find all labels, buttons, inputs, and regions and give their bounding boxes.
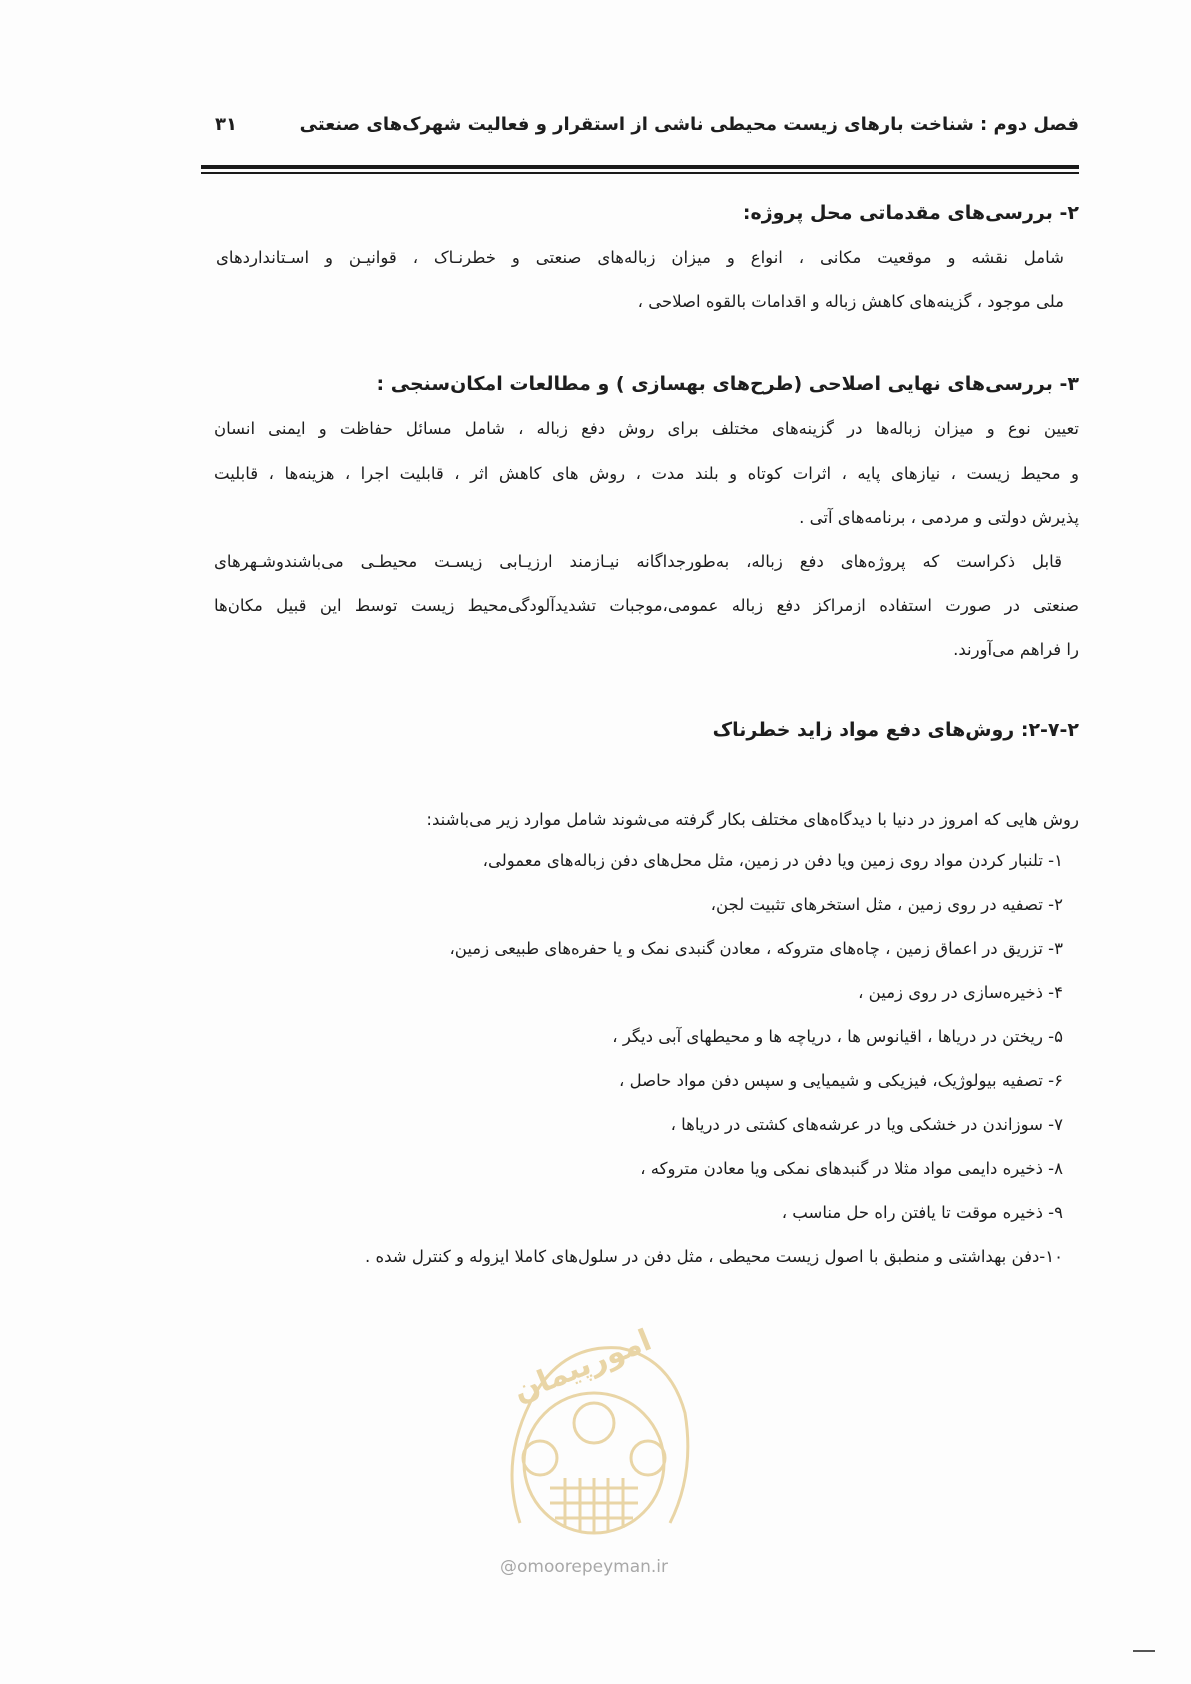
seal-left-gear-icon: [523, 1441, 557, 1475]
section-3-line-6: [214, 642, 1079, 659]
list-intro-text: روش هایی که امروز در دنیا با دیدگاه‌های مختلف بکار گرفته می‌شوند شامل موارد زیر می‌باشند:: [426, 810, 1079, 829]
section-3-heading-block: [214, 375, 1079, 394]
list-item: ۷- سوزاندن در خشکی ویا در عرشه‌های کشتی در دریاها ،: [670, 1115, 1063, 1134]
paragraph-line: قابل ذکراست که پروژه‌های دفع زباله، به‌طورجداگانه نیـازمند ارزیـابی زیسـت محیطـی می‌باشندوشـهرهای: [214, 552, 1062, 571]
seal-lettering: امورپیمان: [508, 1323, 657, 1410]
section-3-line-3: [214, 510, 1079, 527]
list-intro: [214, 812, 1079, 829]
page-header: [205, 114, 1079, 146]
chapter-title: فصل دوم : شناخت بارهای زیست محیطی ناشی از استقرار و فعالیت شهرک‌های صنعتی: [299, 114, 1079, 135]
header-rule-thick: [201, 165, 1079, 169]
paragraph-line: شامل نقشه و موقعیت مکانی ، انواع و میزان زباله‌های صنعتی و خطرنـاک ، قوانیـن و اسـتانداردهای: [216, 248, 1064, 267]
section-2-line-2: [214, 294, 1064, 311]
seal-center-gear-icon: [574, 1403, 614, 1443]
paragraph-line: را فراهم می‌آورند.: [953, 640, 1079, 659]
list-item: ۶- تصفیه بیولوژیک، فیزیکی و شیمیایی و سپس دفن مواد حاصل ،: [619, 1071, 1063, 1090]
header-rule-thin: [201, 172, 1079, 174]
list-item: ۵- ریختن در دریاها ، اقیانوس ها ، دریاچه ها و محیطهای آبی دیگر ،: [612, 1027, 1063, 1046]
list-item: ۸- ذخیره دایمی مواد مثلا در گنبدهای نمکی ویا معادن متروکه ،: [640, 1159, 1063, 1178]
section-3-line-2: [214, 466, 1079, 483]
paragraph-line: پذیرش دولتی و مردمی ، برنامه‌های آتی .: [799, 508, 1079, 527]
list-item: ۲- تصفیه در روی زمین ، مثل استخرهای تثبیت لجن،: [710, 895, 1063, 914]
section-2-7-2-heading-block: [214, 721, 1079, 740]
paragraph-line: و محیط زیست ، نیازهای پایه ، اثرات کوتاه و بلند مدت ، روش های کاهش اثر ، قابلیت اجرا ، هزینه‌ها ، قابلیت: [214, 464, 1079, 483]
section-3-line-4: [214, 554, 1062, 571]
section-2-heading-block: [214, 204, 1079, 223]
section-3-line-1: [214, 421, 1079, 438]
paragraph-line: تعیین نوع و میزان زباله‌ها در گزینه‌های مختلف برای روش دفع زباله ، شامل مسائل حفاظت و ایمنی انسان: [214, 419, 1079, 438]
list-item: ۱۰-دفن بهداشتی و منطبق با اصول زیست محیطی ، مثل دفن در سلول‌های کاملا ایزوله و کنترل شده .: [364, 1247, 1063, 1266]
watermark-url: @omoorepeyman.ir: [500, 1557, 669, 1577]
section-heading: ۲-۷-۲: روش‌های دفع مواد زاید خطرناک: [712, 719, 1079, 741]
section-heading: ۲- بررسی‌های مقدماتی محل پروژه:: [742, 202, 1079, 224]
section-3-line-5: [214, 598, 1079, 615]
list-item: ۴- ذخیره‌سازی در روی زمین ،: [858, 983, 1063, 1002]
paragraph-line: صنعتی در صورت استفاده ازمراکز دفع زباله عمومی،موجبات تشدیدآلودگی‌محیط زیست توسط این قبیل مکان‌ها: [214, 596, 1079, 615]
list-item: ۹- ذخیره موقت تا یافتن راه حل مناسب ،: [781, 1203, 1063, 1222]
section-2-line-1: [216, 250, 1064, 267]
seal-right-gear-icon: [631, 1441, 665, 1475]
section-heading: ۳- بررسی‌های نهایی اصلاحی (طرح‌های بهسازی ) و مطالعات امکان‌سنجی :: [376, 373, 1079, 395]
list-item: ۳- تزریق در اعماق زمین ، چاه‌های متروکه ، معادن گنبدی نمک و یا حفره‌های طبیعی زمین،: [449, 939, 1063, 958]
page-number: ۳۱: [215, 114, 237, 135]
seal-watermark: [490, 1323, 698, 1563]
list-item: ۱- تلنبار کردن مواد روی زمین ویا دفن در زمین، مثل محل‌های دفن زباله‌های معمولی،: [482, 851, 1063, 870]
corner-mark: [1133, 1650, 1155, 1652]
paragraph-line: ملی موجود ، گزینه‌های کاهش زباله و اقدامات بالقوه اصلاحی ،: [637, 292, 1064, 311]
